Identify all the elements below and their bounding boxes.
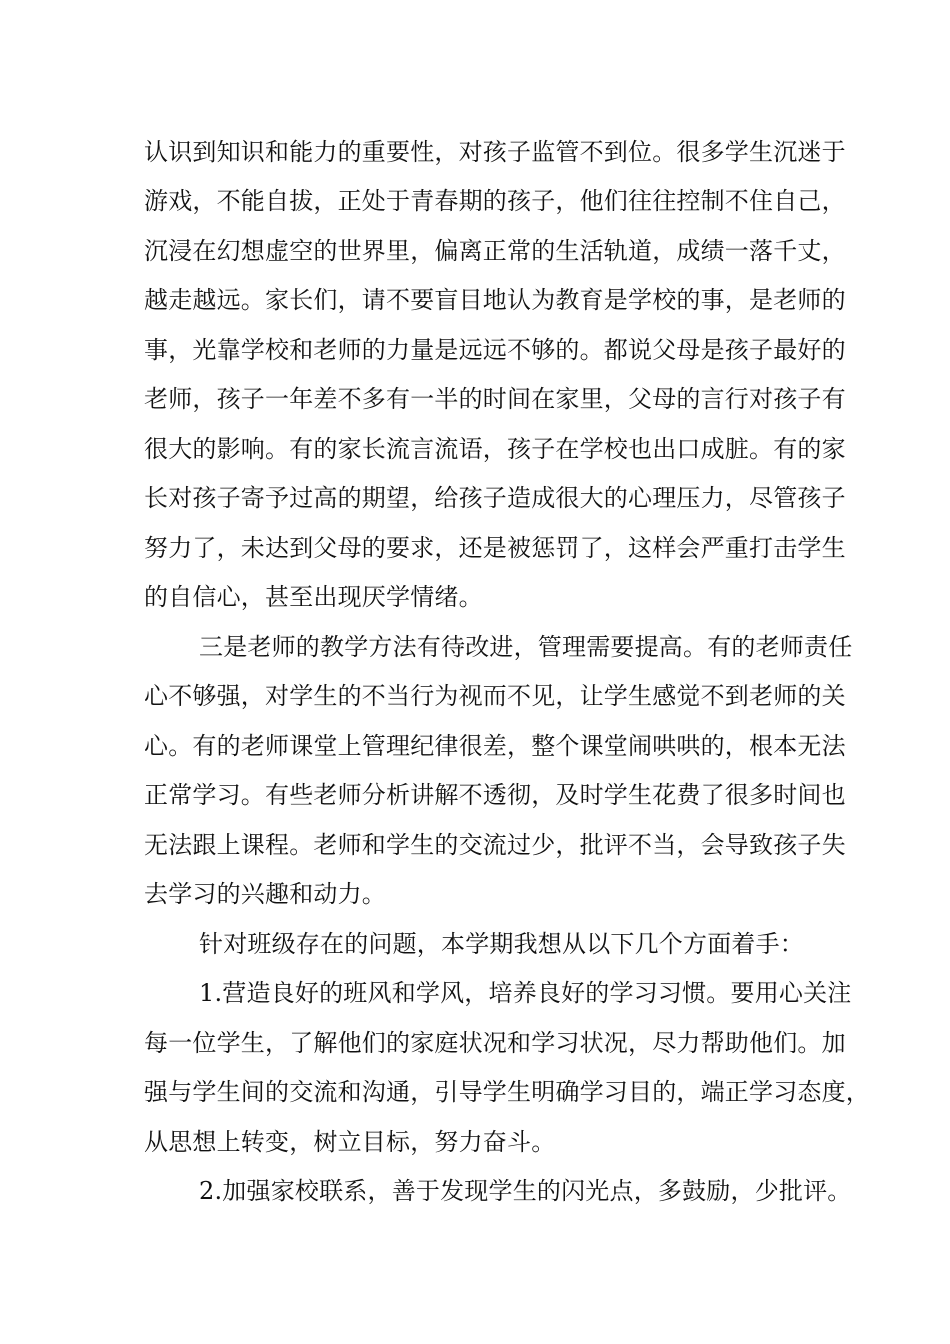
text-line: 游戏，不能自拔，正处于青春期的孩子，他们往往控制不住自己， — [144, 187, 846, 215]
list-item-2-line: 2.加强家校联系，善于发现学生的闪光点，多鼓励，少批评。 — [199, 1177, 852, 1205]
text-line: 心。有的老师课堂上管理纪律很差，整个课堂闹哄哄的，根本无法 — [144, 732, 846, 760]
paragraph-start-line: 针对班级存在的问题，本学期我想从以下几个方面着手： — [199, 930, 804, 958]
text-line: 无法跟上课程。老师和学生的交流过少，批评不当，会导致孩子失 — [144, 831, 846, 859]
text-line: 很大的影响。有的家长流言流语，孩子在学校也出口成脏。有的家 — [144, 435, 846, 463]
text-line: 沉浸在幻想虚空的世界里，偏离正常的生活轨道，成绩一落千丈， — [144, 237, 846, 265]
text-line: 强与学生间的交流和沟通，引导学生明确学习目的，端正学习态度， — [144, 1078, 870, 1106]
paragraph-start-line: 三是老师的教学方法有待改进，管理需要提高。有的老师责任 — [199, 633, 853, 661]
text-line: 事，光靠学校和老师的力量是远远不够的。都说父母是孩子最好的 — [144, 336, 846, 364]
text-line: 每一位学生，了解他们的家庭状况和学习状况，尽力帮助他们。加 — [144, 1029, 846, 1057]
text-line: 正常学习。有些老师分析讲解不透彻，及时学生花费了很多时间也 — [144, 781, 846, 809]
list-item-1-line: 1.营造良好的班风和学风，培养良好的学习习惯。要用心关注 — [199, 979, 852, 1007]
text-line: 从思想上转变，树立目标，努力奋斗。 — [144, 1128, 556, 1156]
text-line: 认识到知识和能力的重要性，对孩子监管不到位。很多学生沉迷于 — [144, 138, 846, 166]
text-line: 长对孩子寄予过高的期望，给孩子造成很大的心理压力，尽管孩子 — [144, 484, 846, 512]
text-line: 去学习的兴趣和动力。 — [144, 880, 386, 908]
text-line: 老师，孩子一年差不多有一半的时间在家里，父母的言行对孩子有 — [144, 385, 846, 413]
text-line: 心不够强，对学生的不当行为视而不见，让学生感觉不到老师的关 — [144, 682, 846, 710]
text-line: 越走越远。家长们，请不要盲目地认为教育是学校的事，是老师的 — [144, 286, 846, 314]
text-line: 努力了，未达到父母的要求，还是被惩罚了，这样会严重打击学生 — [144, 534, 846, 562]
text-line: 的自信心，甚至出现厌学情绪。 — [144, 583, 483, 611]
